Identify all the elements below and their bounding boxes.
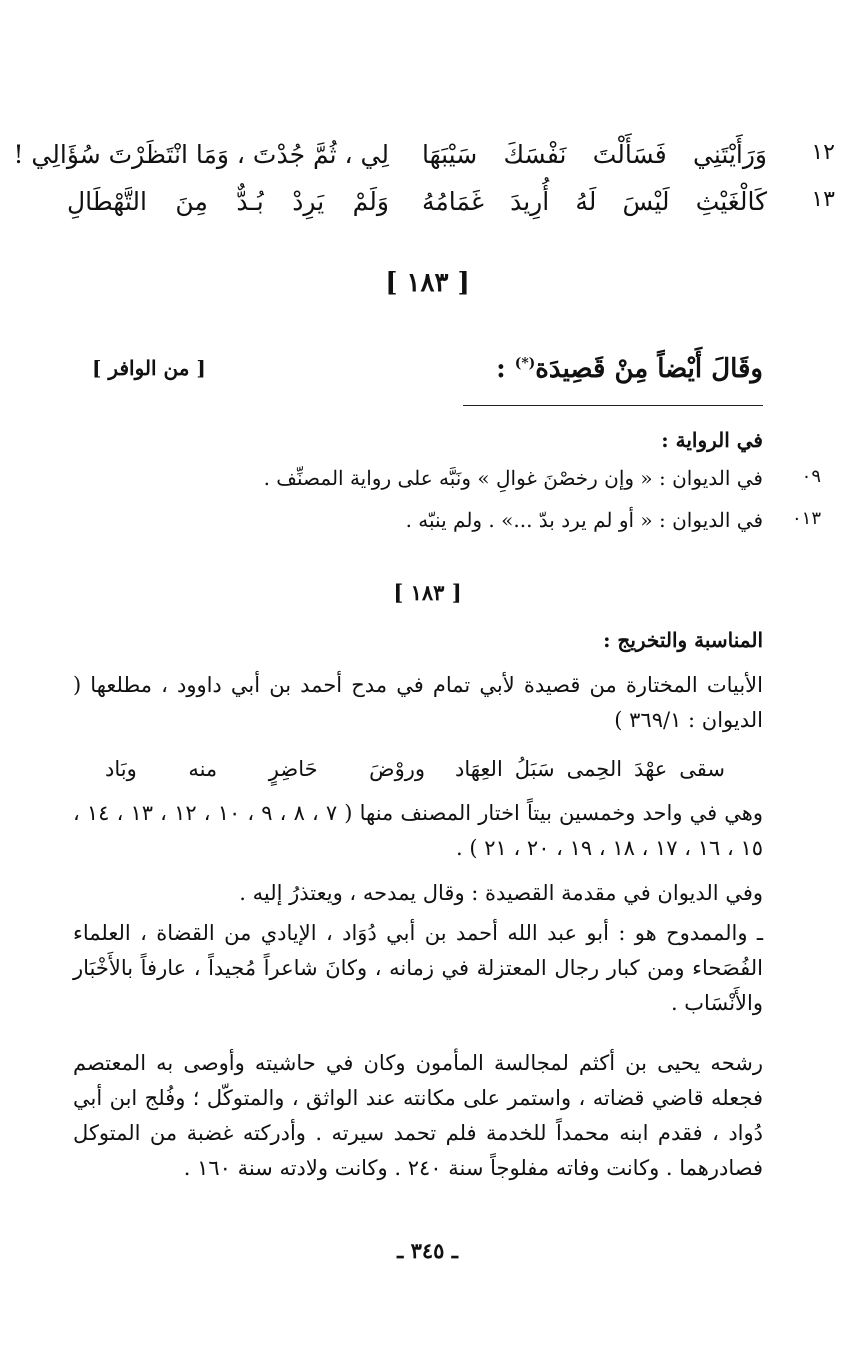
poem-intro-colon: : — [496, 354, 515, 384]
verse-first-hemistich: وَرَأَيْتَنِي فَسَأَلْتَ نَفْسَكَ سَيْبَهَا — [422, 140, 767, 169]
riwaya-heading: في الرواية : — [661, 428, 763, 452]
note-number: ٠٩ — [801, 466, 821, 487]
riwaya-note — [263, 466, 821, 490]
takhrij-paragraph: ـ والممدوح هو : أبو عبد الله أحمد بن أبي دُوَاد ، الإيادي من القضاة ، العلماء الفُصَحاء ومن كبار رجال المعتزلة في زمانه ، وكانَ شاعراً مُجيداً ، عارفاً بالأَخْبَار والأَنْسَاب . — [73, 921, 763, 1015]
verse-second-hemistich: وَلَمْ يَرِدْ بُـدٌّ مِنَ التَّهْطَالِ — [67, 187, 389, 216]
footnote-divider — [463, 405, 763, 406]
takhrij-heading: المناسبة والتخريج : — [603, 628, 763, 652]
verse-number: ١٢ — [811, 140, 835, 165]
page-number: ـ ٣٤٥ ـ — [397, 1238, 458, 1263]
takhrij-paragraph: الأبيات المختارة من قصيدة لأبي تمام في مدح أحمد بن أبي داوود ، مطلعها ( الديوان : ٣٦٩/١ ) — [73, 673, 763, 732]
poem-intro — [496, 354, 763, 384]
cited-second-hemistich: وروْضَ حَاضِرٍ منه وبَاد — [105, 757, 425, 781]
takhrij-paragraph: وفي الديوان في مقدمة القصيدة : وقال يمدحه ، ويعتذرُ إليه . — [239, 881, 763, 905]
poem-intro-text: وقَالَ أَيْضاً مِنْ قَصِيدَة — [535, 354, 763, 384]
verse-first-hemistich: كَالْغَيْثِ لَيْسَ لَهُ أُرِيدَ غَمَامُهُ — [422, 187, 767, 216]
meter-label: [ من الوافر ] — [92, 356, 206, 380]
note-text: في الديوان : « أو لم يرد بدّ ...» . ولم ينبّه . — [405, 508, 763, 532]
note-number: ٠١٣ — [791, 508, 821, 529]
verse-line-12 — [13, 140, 835, 190]
section-number: [ ١٨٣ ] — [393, 580, 462, 605]
takhrij-paragraph: رشحه يحيى بن أكثم لمجالسة المأمون وكان في حاشيته وأوصى به المعتصم فجعله قاضي قضاته ، واستمر على مكانته عند الواثق ، والمتوكّل ؛ وفُلج ابن أبي دُواد ، فقدم ابنه محمداً للخدمة فلم تحمد سيرته . وأدركته غضبة من المتوكل فصادرهما . وكانت وفاته مفلوجاً سنة ٢٤٠ . وكانت ولادته سنة ١٦٠ . — [73, 1051, 763, 1180]
verse-number: ١٣ — [811, 187, 835, 212]
poem-number: [ ١٨٣ ] — [385, 268, 470, 298]
verse-line-13 — [67, 187, 835, 237]
verse-second-hemistich: لِي ، ثُمَّ جُدْتَ ، وَمَا انْتَظَرْتَ سُؤَالِي ! — [13, 140, 389, 169]
takhrij-paragraph: وهي في واحد وخمسين بيتاً اختار المصنف منها ( ٧ ، ٨ ، ٩ ، ١٠ ، ١٢ ، ١٣ ، ١٤ ، ١٥ ، ١٦ ، ١٧ ، ١٨ ، ١٩ ، ٢٠ ، ٢١ ) . — [73, 801, 763, 860]
riwaya-note — [405, 508, 821, 532]
footnote-mark: (*) — [514, 355, 536, 372]
note-text: في الديوان : « وإن رخصْنَ غوالِ » ونَبَّه على رواية المصنِّف . — [263, 466, 763, 490]
cited-first-hemistich: سقى عهْدَ الحِمى سَبَلُ العِهَاد — [455, 757, 725, 781]
